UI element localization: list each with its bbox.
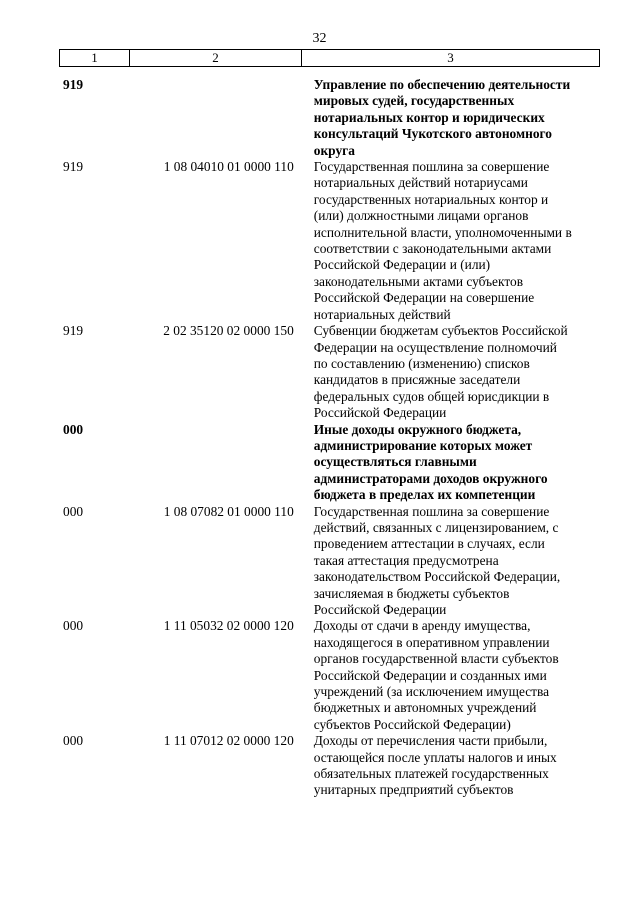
description-line: бюджетных и автономных учреждений — [313, 700, 537, 716]
header-col-2: 2 — [130, 50, 302, 66]
description-cell — [314, 323, 600, 421]
table-body — [59, 77, 600, 799]
description-line: кандидатов в присяжные заседатели — [313, 372, 521, 388]
header-col-1: 1 — [60, 50, 130, 66]
description-line: законодательными актами субъектов — [313, 273, 524, 289]
description-line: осуществляться главными — [313, 454, 477, 470]
description-line: округа — [313, 142, 355, 158]
description-line: Российской Федерации и (или) — [313, 257, 491, 273]
description-line: находящегося в оперативном управлении — [313, 634, 550, 650]
description-line: остающейся после уплаты налогов и иных — [313, 749, 557, 765]
table-header — [59, 49, 600, 67]
description-line: мировых судей, государственных — [313, 93, 515, 109]
description-line: такая аттестация предусмотрена — [313, 552, 499, 568]
admin-code-cell: 000 — [63, 733, 84, 749]
description-line: Управление по обеспечению деятельности — [313, 77, 571, 92]
admin-code-cell: 919 — [63, 323, 84, 339]
admin-code-cell: 000 — [63, 503, 84, 519]
description-line: действий, связанных с лицензированием, с — [313, 519, 559, 535]
description-line: Российской Федерации на совершение — [313, 290, 535, 306]
description-line: учреждений (за исключением имущества — [313, 684, 550, 700]
description-line: администрирование которых может — [313, 437, 533, 453]
description-line: государственных нотариальных контор и — [313, 191, 549, 207]
description-line: по составлению (изменению) списков — [313, 355, 530, 371]
budget-code-cell: 1 11 07012 02 0000 120 — [163, 733, 294, 749]
table-row — [59, 618, 600, 733]
description-line: законодательством Российской Федерации, — [313, 569, 561, 585]
description-line: (или) должностными лицами органов — [313, 208, 529, 224]
description-line: унитарных предприятий субъектов — [313, 782, 514, 798]
description-line: Государственная пошлина за совершение — [313, 159, 550, 175]
description-cell — [314, 504, 600, 619]
table-row — [59, 733, 600, 799]
description-line: Иные доходы окружного бюджета, — [313, 421, 522, 437]
table-row — [59, 504, 600, 619]
table-row — [59, 77, 600, 159]
description-line: проведением аттестации в случаях, если — [313, 536, 545, 552]
budget-code-cell: 1 11 05032 02 0000 120 — [163, 618, 294, 634]
page-number: 32 — [312, 31, 327, 46]
table-row — [59, 422, 600, 504]
table-row — [59, 159, 600, 323]
description-line: администраторами доходов окружного — [313, 470, 548, 486]
description-line: субъектов Российской Федерации) — [313, 716, 511, 732]
budget-code-cell: 1 08 04010 01 0000 110 — [163, 159, 294, 175]
description-line: консультаций Чукотского автономного — [313, 126, 552, 142]
description-cell — [314, 422, 600, 504]
table-row — [59, 323, 600, 421]
description-line: нотариальных действий — [313, 306, 451, 322]
header-col-3: 3 — [447, 50, 454, 65]
description-line: Российской Федерации — [313, 405, 447, 421]
description-line: Федерации на осуществление полномочий — [313, 339, 557, 355]
budget-code-cell: 2 02 35120 02 0000 150 — [163, 323, 294, 339]
admin-code-cell: 919 — [63, 77, 84, 92]
description-line: федеральных судов общей юрисдикции в — [313, 388, 550, 404]
description-line: соответствии с законодательными актами — [313, 241, 552, 257]
description-cell — [314, 77, 600, 159]
budget-code-cell — [130, 422, 314, 504]
description-line: Доходы от сдачи в аренду имущества, — [313, 618, 531, 634]
description-line: обязательных платежей государственных — [313, 766, 549, 782]
description-line: органов государственной власти субъектов — [313, 651, 559, 667]
description-cell — [314, 159, 600, 323]
admin-code-cell: 000 — [63, 618, 84, 634]
description-line: бюджета в пределах их компетенции — [313, 487, 536, 503]
budget-code-cell — [130, 77, 314, 159]
description-line: Государственная пошлина за совершение — [313, 503, 550, 519]
admin-code-cell: 919 — [63, 159, 84, 175]
budget-code-cell: 1 08 07082 01 0000 110 — [163, 503, 294, 519]
description-line: зачисляемая в бюджеты субъектов — [313, 585, 510, 601]
description-line: Субвенции бюджетам субъектов Российской — [313, 323, 568, 339]
description-line: Российской Федерации — [313, 602, 447, 617]
description-line: Российской Федерации и созданных ими — [313, 667, 547, 683]
description-line: нотариальных контор и юридических — [313, 109, 545, 125]
description-line: исполнительной власти, уполномоченными в — [313, 224, 572, 240]
description-cell — [314, 618, 600, 733]
description-cell — [314, 733, 600, 799]
description-line: Доходы от перечисления части прибыли, — [313, 733, 548, 749]
admin-code-cell: 000 — [63, 421, 84, 437]
description-line: нотариальных действий нотариусами — [313, 175, 528, 191]
